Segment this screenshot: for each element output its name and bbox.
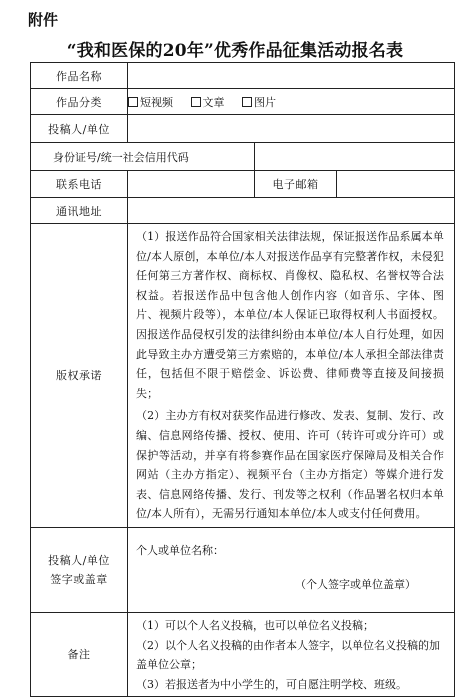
checkbox-icon[interactable]: [242, 97, 252, 107]
option-short-video[interactable]: [128, 96, 173, 109]
id-number-field[interactable]: [255, 143, 455, 171]
submitter-field[interactable]: [128, 115, 455, 143]
row-address: [31, 198, 455, 224]
option-article[interactable]: [191, 96, 225, 109]
remarks-label: 备注: [31, 612, 128, 696]
row-work-name: [31, 63, 455, 89]
signature-name-prompt: 个人或单位名称：: [136, 543, 224, 557]
address-label: 通讯地址: [31, 198, 128, 224]
row-work-category: [31, 89, 455, 115]
row-contact: [31, 171, 455, 198]
work-category-options: [128, 89, 455, 115]
work-name-field[interactable]: [128, 63, 455, 89]
id-number-label: 身份证号/统一社会信用代码: [31, 143, 255, 171]
remark-item-3: （3）若报送者为中小学生的，可自愿注明学校、班级。: [136, 678, 407, 691]
checkbox-icon[interactable]: [191, 97, 201, 107]
copyright-text: [128, 224, 455, 528]
address-field[interactable]: [128, 198, 455, 224]
row-signature: [31, 527, 455, 612]
registration-form-table: [30, 62, 455, 697]
submitter-label: 投稿人/单位: [31, 115, 128, 143]
row-copyright: [31, 224, 455, 528]
signature-label-line-1: 投稿人/单位: [48, 554, 110, 568]
copyright-paragraph-2: （2）主办方有权对获奖作品进行修改、发表、复制、发行、改编、信息网络传播、授权、使用、许可（转许可或分许可）或保护等活动，并享有将参赛作品在国家医疗保障局及相关合作网站（主办方指定）、视频平台（主办方指定）等媒介进行发表、信息网络传播、发行、刊发等之权利（作品署名权归本单位/本人所有），无需另行通知本单位/本人或支付任何费用。: [136, 409, 444, 521]
signature-label-line-2: 签字或盖章: [50, 573, 108, 587]
copyright-paragraph-1: （1）报送作品符合国家相关法律法规，保证报送作品系属本单位/本人原创，本单位/本人对报送作品享有完整著作权，未侵犯任何第三方著作权、商标权、肖像权、隐私权、名誉权等合法权益。若报送作品中包含他人创作内容（如音乐、字体、图片、视频片段等），本单位/本人保证已取得权利人书面授权。因报送作品侵权引发的法律纠纷由本单位/本人自行处理，如因此导致主办方遭受第三方索赔的，本单位/本人承担全部法律责任，包括但不限于赔偿金、诉讼费、律师费等直接及间接损失；: [136, 230, 444, 400]
signature-area[interactable]: [128, 527, 455, 612]
form-title: “我和医保的20年”优秀作品征集活动报名表: [66, 41, 404, 61]
signature-note: （个人签字或单位盖章）: [295, 577, 416, 591]
option-short-video-label: 短视频: [140, 95, 173, 109]
copyright-label: 版权承诺: [31, 224, 128, 528]
option-image[interactable]: [242, 96, 276, 109]
annex-label: 附件: [28, 11, 59, 29]
work-category-label: 作品分类: [31, 89, 128, 115]
remark-item-2: （2）以个人名义投稿的由作者本人签字，以单位名义投稿的加盖单位公章；: [136, 638, 440, 672]
row-id-number: [31, 143, 455, 171]
row-remarks: [31, 612, 455, 696]
email-label: 电子邮箱: [255, 171, 337, 198]
signature-label: [31, 527, 128, 612]
email-field[interactable]: [337, 171, 455, 198]
remarks-text: [128, 612, 455, 696]
option-article-label: 文章: [202, 95, 225, 109]
option-image-label: 图片: [254, 95, 276, 109]
work-name-label: 作品名称: [31, 63, 128, 89]
row-submitter: [31, 115, 455, 143]
phone-field[interactable]: [128, 171, 255, 198]
checkbox-icon[interactable]: [128, 97, 138, 107]
phone-label: 联系电话: [31, 171, 128, 198]
remark-item-1: （1）可以个人名义投稿，也可以单位名义投稿；: [136, 619, 374, 633]
